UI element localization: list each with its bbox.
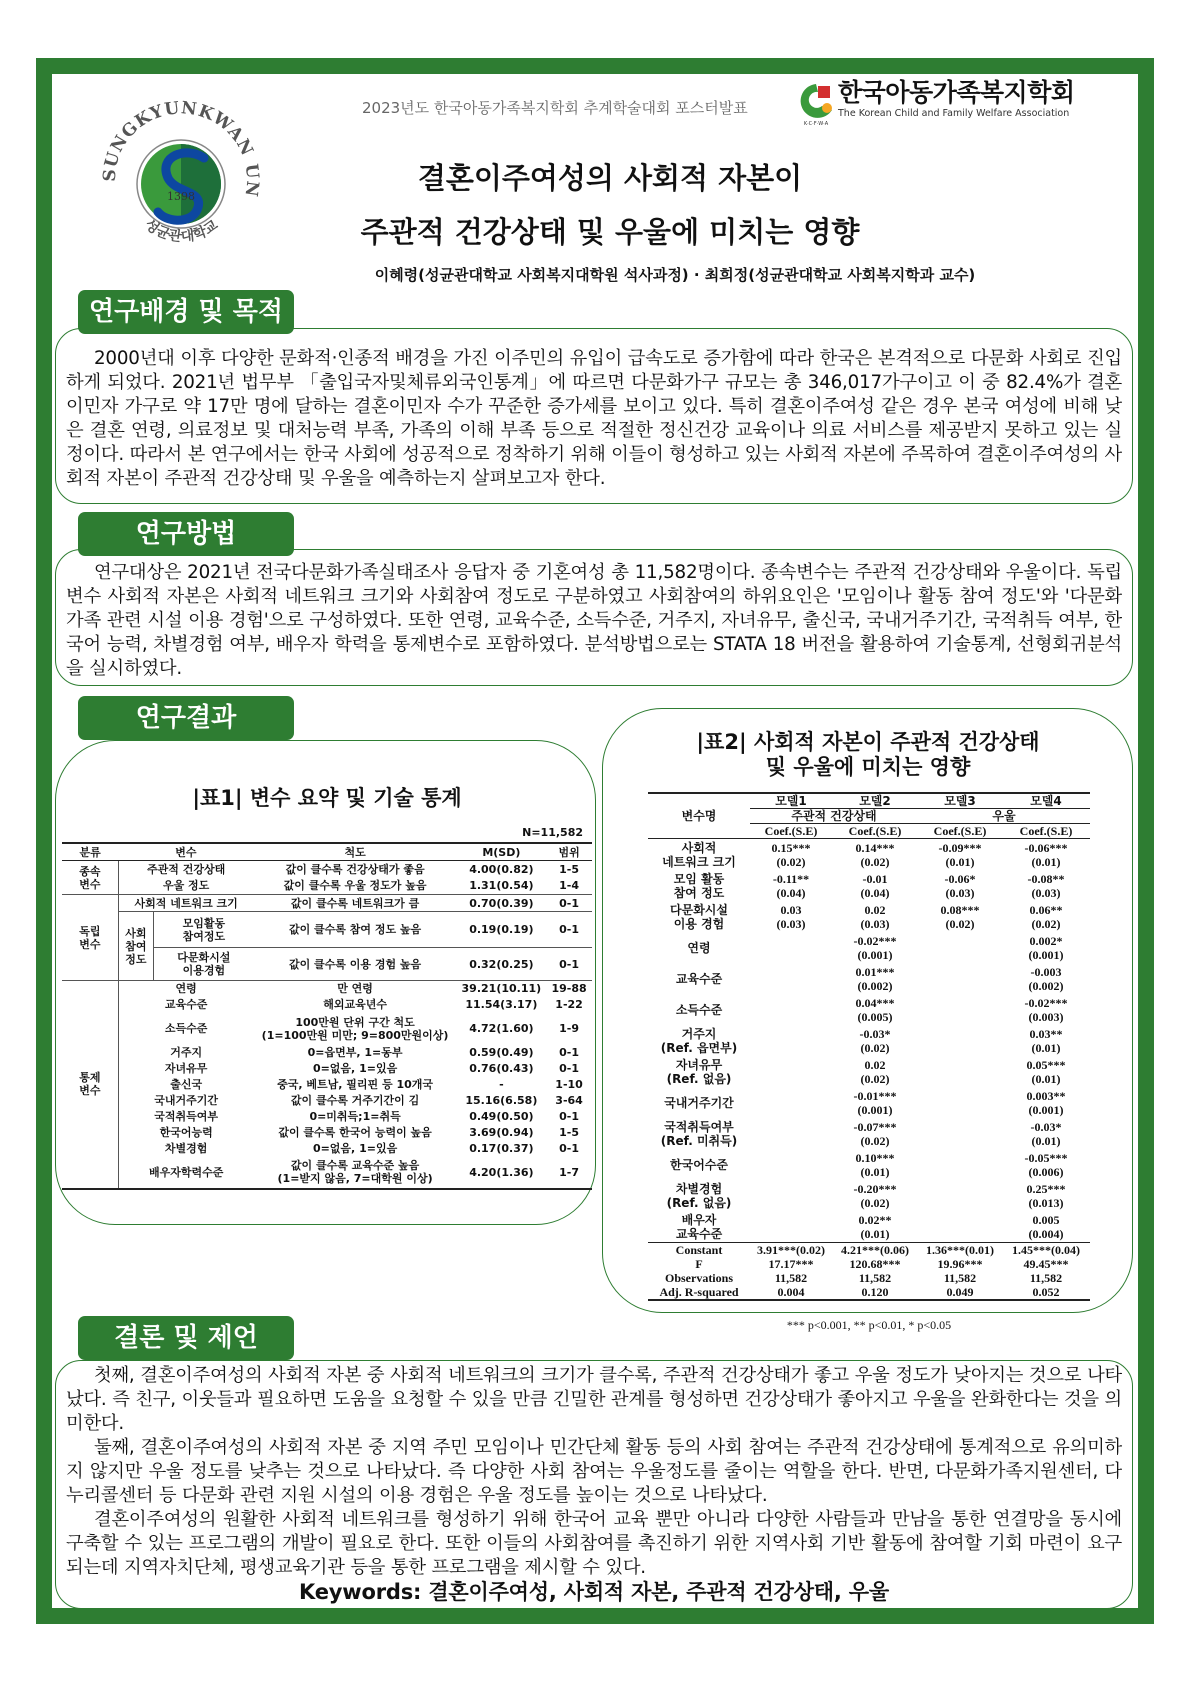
t2-cell: 0.005 (0.004) [1028,1212,1064,1241]
t2-outcome: 주관적 건강상태 [750,809,918,824]
t1-cell: 중국, 베트남, 필리핀 등 10개국 [277,1078,434,1091]
section-heading-background: 연구배경 및 목적 [78,290,294,334]
t1-header: 분류 [62,843,118,861]
t2-cell [918,1211,1002,1243]
t1-cell: 해외교육년수 [323,998,387,1011]
t1-cell: 값이 클수록 이용 경험 높음 [254,948,457,981]
t1-cell: 값이 클수록 참여 정도 높음 [254,912,457,948]
t2-cell [750,932,832,963]
background-box [55,328,1133,504]
t2-cell: 0.003** (0.001) [1026,1088,1066,1117]
t2-cell: -0.03* (0.01) [1030,1119,1062,1148]
association-name-en: The Korean Child and Family Welfare Association [838,108,1070,119]
t1-cell: 출신국 [170,1078,203,1091]
t1-header: M(SD) [457,843,547,861]
t2-cell: 0.14*** (0.02) [855,840,895,869]
t2-cell: -0.003 (0.002) [1028,964,1064,993]
t2-cell [918,963,1002,994]
t2-model: 모델1 [750,793,832,809]
t2-model: 모델2 [832,793,918,809]
conclusion-paragraph-2: 둘째, 결혼이주여성의 사회적 자본 중 지역 주민 모임이나 민간단체 활동 등의 사회 참여는 주관적 건강상태에 통계적으로 유의미하지 않지만 우울 정도를 낮추는 것으로 나타났다. 즉 다양한 사회 참여는 우울정도를 줄이는 역할을 한다. 반면, 다문화가족지원센터, 다누리콜센터 등 다문화 관련 지원 시설의 이용 경험은 우울 정도를 높이는 것으로 나타났다. [66,1437,1122,1506]
t1-cell: 0.59(0.49) [469,1046,534,1059]
t1-group-indep: 독립 변수 [62,895,118,981]
t2-row-label: 다문화시설 이용 경험 [670,902,728,931]
t1-cell: 3-64 [555,1094,583,1107]
t2-stat: 1.36***(0.01) [918,1243,1002,1258]
t1-cell: 0-1 [546,895,592,912]
t1-cell: 4.00(0.82) [469,862,534,876]
t2-cell: 0.06** (0.02) [1029,902,1063,931]
t1-cell: 0-1 [559,1062,579,1075]
t1-cell: 100만원 단위 구간 척도 (1=100만원 미만; 9=800만원이상) [261,1015,449,1042]
t1-cell: 4.20(1.36) [457,1157,547,1189]
t2-row [648,1025,1090,1056]
t2-row [648,932,1090,963]
t2-coef-label: Coef.(S.E) [832,824,918,839]
t1-cell: 0=없음, 1=있음 [312,1142,398,1155]
t2-stat-label: F [695,1257,703,1271]
keywords [66,1580,1122,1604]
t2-cell: -0.03* (0.02) [859,1026,891,1055]
t1-group-dep: 종속 변수 [62,861,118,895]
t2-cell: -0.02*** (0.001) [853,933,897,962]
t2-outcome: 우울 [918,809,1090,824]
t1-cell: - [499,1078,504,1091]
t2-cell: 0.25*** (0.013) [1026,1181,1066,1210]
t1-cell: 0-1 [559,1110,579,1123]
conclusion-paragraph-3: 결혼이주여성의 원활한 사회적 네트워크를 형성하기 위해 한국어 교육 뿐만 아니라 다양한 사람들과 만남을 통한 연결망을 동시에 구축할 수 있는 프로그램의 개발이 필요로 한다. 또한 이들의 사회참여를 촉진하기 위한 지역사회 기반 활동에 참여할 기회 마련이 요구되는데 지역자치단체, 평생교육기관 등을 통한 프로그램을 제시할 수 있다. [66,1509,1122,1578]
t2-row-label: 사회적 네트워크 크기 [662,840,736,869]
t2-row [648,1180,1090,1211]
t1-cell: 값이 클수록 교육수준 높음 (1=받지 않음, 7=대학원 이상) [254,1157,457,1189]
keywords-label: Keywords: [299,1580,422,1604]
t2-row-label: 차별경험 (Ref. 없음) [666,1181,732,1210]
t2-row [648,870,1090,901]
t2-row [648,1149,1090,1180]
t1-cell: 1-5 [559,1126,579,1139]
authors: 이혜령(성균관대학교 사회복지대학원 석사과정) · 최희정(성균관대학교 사회복지학과 교수) [374,266,976,284]
t1-cell: 1-4 [546,878,592,895]
t1-cell: 우울 정도 [118,878,253,895]
t2-cell: 0.03** (0.01) [1029,1026,1063,1055]
t1-cell: 소득수준 [164,1022,208,1035]
t2-cell: 0.02 (0.03) [860,902,890,931]
t2-row-label: 거주지 (Ref. 읍면부) [660,1026,738,1055]
t1-cell: 모임활동 참여정도 [154,912,254,948]
t2-row-label: 국내거주기간 [664,1095,734,1110]
t2-cell: -0.11** (0.04) [772,871,810,900]
conference-label: 2023년도 한국아동가족복지학회 추계학술대회 포스터발표 [362,99,748,117]
t2-stat: 17.17*** [768,1257,814,1271]
t2-stat-label: Adj. R-squared [648,1285,750,1300]
t2-row-label: 모임 활동 참여 정도 [673,871,725,900]
method-box [55,549,1133,686]
t1-cell: 0.19(0.19) [457,912,547,948]
table2-title-line1: |표2| 사회적 자본이 주관적 건강상태 [696,730,1040,754]
t1-cell: 1-10 [555,1078,583,1091]
t2-stat: 0.052 [1002,1285,1090,1300]
t2-cell: 0.02** (0.01) [858,1212,892,1241]
t1-cell: 0.32(0.25) [457,948,547,981]
t1-header: 변수 [118,843,253,861]
t2-row [648,839,1090,871]
t2-cell [750,1149,832,1180]
t1-cell: 차별경험 [164,1142,208,1155]
t2-model: 모델4 [1002,793,1090,809]
t1-cell: 0-1 [559,1046,579,1059]
t1-header: 범위 [546,843,592,861]
seal-kr: 성균관대학교 [141,216,222,246]
t2-cell: -0.02*** (0.003) [1024,995,1068,1024]
conclusion-box [55,1360,1133,1609]
t1-cell: 19-88 [551,982,587,996]
t2-cell [918,932,1002,963]
t2-row [648,994,1090,1025]
t2-cell: 0.08*** (0.02) [940,902,980,931]
t1-cell: 0-1 [546,912,592,948]
t2-cell: -0.01 (0.04) [860,871,890,900]
t2-cell: 0.04*** (0.005) [855,995,895,1024]
t2-stat: 4.21***(0.06) [832,1243,918,1258]
t1-cell: 배우자학력수준 [118,1157,253,1189]
t2-cell [918,1025,1002,1056]
t1-cell: 0=없음, 1=있음 [312,1062,398,1075]
t1-cell: 15.16(6.58) [465,1094,538,1107]
t2-row [648,1211,1090,1243]
t1-cell: 1-9 [559,1022,579,1035]
t2-row-label: 한국어수준 [670,1157,728,1172]
t2-cell [750,1087,832,1118]
t2-cell [918,994,1002,1025]
section-heading-method: 연구방법 [78,512,294,556]
t2-stat: 3.91***(0.02) [750,1243,832,1258]
t1-group-control: 통제 변수 [62,981,118,1189]
t2-cell [918,1149,1002,1180]
t1-cell: 11.54(3.17) [465,998,538,1011]
table1 [62,842,592,1190]
title-line-2: 주관적 건강상태 및 우울에 미치는 영향 [360,215,860,249]
t2-coef-label: Coef.(S.E) [1002,824,1090,839]
t2-cell [918,1180,1002,1211]
association-logo [796,80,836,126]
t1-cell: 0.76(0.43) [469,1062,534,1075]
t2-cell [918,1118,1002,1149]
t1-cell: 0=미취득;1=취득 [309,1110,401,1123]
t1-cell: 사회적 네트워크 크기 [118,895,253,912]
background-text: 2000년대 이후 다양한 문화적·인종적 배경을 가진 이주민의 유입이 급속도로 증가함에 따라 한국은 본격적으로 다문화 사회로 진입하게 되었다. 2021년 법무부 「출입국자및체류외국인통계」에 따르면 다문화가구 규모는 총 346,017가구이고 이 중 82.4%가 결혼이민자 가구로 약 17만 명에 달하는 결혼이민자 수가 꾸준한 증가세를 보이고 있다. 특히 결혼이주여성 같은 경우 본국 여성에 비해 낮은 결혼 연령, 의료정보 및 대처능력 부족, 가족의 이해 부족 등으로 적절한 정신건강 교육이나 의료 서비스를 제공받지 못하고 있는 실정이다. 따라서 본 연구에서는 한국 사회에 성공적으로 정착하기 위해 이들이 형성하고 있는 사회적 자본에 주목하여 결혼이주여성의 사회적 자본이 주관적 건강상태 및 우울을 예측하는지 살펴보고자 한다. [66,348,1122,489]
t2-cell: -0.06*** (0.01) [1024,840,1068,869]
t2-cell: 0.03 (0.03) [776,902,806,931]
t2-cell: 0.15*** (0.02) [771,840,811,869]
table2-title [608,730,1128,780]
t1-cell: 0-1 [559,1142,579,1155]
t1-cell: 4.72(1.60) [469,1022,534,1035]
t2-stat: 120.68*** [849,1257,901,1271]
t2-row [648,1118,1090,1149]
t2-cell: 0.002* (0.001) [1028,933,1064,962]
t2-stat: 11,582 [943,1271,977,1285]
t2-cell [750,1211,832,1243]
t2-row [648,1087,1090,1118]
t1-cell: 교육수준 [164,998,208,1011]
t2-cell [750,963,832,994]
t2-cell: -0.20*** (0.02) [853,1181,897,1210]
t1-cell: 3.69(0.94) [469,1126,534,1139]
t1-cell: 자녀유무 [164,1062,208,1075]
t1-cell: 1-5 [559,862,579,876]
t1-cell: 국내거주기간 [154,1094,219,1107]
t1-group-participation: 사회 참여 정도 [118,912,153,981]
t2-row-label: 자녀유무 (Ref. 없음) [666,1057,732,1086]
t1-cell: 연령 [175,982,197,996]
t1-header: 척도 [254,843,457,861]
t1-cell: 값이 클수록 건강상태가 좋음 [285,862,425,876]
t2-row-label: 국적취득여부 (Ref. 미취득) [660,1119,738,1148]
t2-coef-label: Coef.(S.E) [750,824,832,839]
t1-cell: 한국어능력 [159,1126,213,1139]
t2-cell: -0.07*** (0.02) [853,1119,897,1148]
table2-title-line2: 및 우울에 미치는 영향 [765,755,971,779]
table2 [648,792,1090,1301]
t2-stat-label: Constant [648,1243,750,1258]
t1-cell: 0.17(0.37) [469,1142,534,1155]
t2-col-label: 변수명 [648,793,750,839]
t2-cell [750,1118,832,1149]
t2-cell [750,994,832,1025]
seal-year: 1398 [167,190,195,203]
t1-cell: 다문화시설 이용경험 [154,948,254,981]
t2-stat: 0.049 [918,1285,1002,1300]
method-text: 연구대상은 2021년 전국다문화가족실태조사 응답자 중 기혼여성 총 11,582명이다. 종속변수는 주관적 건강상태와 우울이다. 독립변수 사회적 자본은 사회적 네트워크 크기와 사회참여 정도로 구분하였고 사회참여의 하위요인은 '모임이나 활동 참여 정도'와 '다문화가족 관련 시설 이용 경험'으로 구성하였다. 또한 연령, 교육수준, 소득수준, 거주지, 자녀유무, 출신국, 국내거주기간, 국적취득 여부, 한국어 능력, 차별경험 여부, 배우자 학력을 통제변수로 포함하였다. 분석방법으로는 STATA 18 버전을 활용하여 기술통계, 선형회귀분석을 실시하였다. [66,562,1122,679]
t2-cell: -0.06* (0.03) [944,871,976,900]
title-line-1: 결혼이주여성의 사회적 자본이 [417,161,803,195]
t1-cell: 1.31(0.54) [457,878,547,895]
t2-stat: 11,582 [858,1271,892,1285]
t2-stat: 11,582 [1029,1271,1063,1285]
association-abbr: K·C·F·W·A [803,121,829,126]
association-name [838,80,1075,119]
t1-cell: 1-7 [546,1157,592,1189]
t1-cell: 값이 클수록 한국어 능력이 높음 [278,1126,432,1139]
t2-row [648,1056,1090,1087]
t2-row-label: 소득수준 [675,1002,723,1017]
keywords-list: 결혼이주여성, 사회적 자본, 주관적 건강상태, 우울 [428,1580,889,1604]
t2-coef-label: Coef.(S.E) [918,824,1002,839]
t1-cell: 0-1 [546,948,592,981]
t1-cell: 0.49(0.50) [469,1110,534,1123]
t2-stat: 0.120 [832,1285,918,1300]
t2-cell [750,1025,832,1056]
t1-cell: 만 연령 [337,982,373,996]
t2-cell [750,1056,832,1087]
t2-cell: 0.01*** (0.002) [855,964,895,993]
t2-stat: 11,582 [774,1271,808,1285]
t1-cell: 값이 클수록 거주기간이 김 [290,1094,420,1107]
seal-text: SUNGKYUNKWAN UN [99,98,263,199]
section-heading-conclusion: 결론 및 제언 [78,1316,294,1360]
t2-stat: 19.96*** [937,1257,983,1271]
t2-cell: -0.08** (0.03) [1027,871,1065,900]
t1-cell: 39.21(10.11) [461,982,542,996]
t2-cell [918,1087,1002,1118]
t2-row [648,901,1090,932]
t2-cell: -0.01*** (0.001) [853,1088,897,1117]
t1-cell: 값이 클수록 우울 정도가 높음 [254,878,457,895]
t2-stat: 1.45***(0.04) [1002,1243,1090,1258]
table2-note: *** p<0.001, ** p<0.01, * p<0.05 [786,1318,952,1332]
t2-cell [750,1180,832,1211]
t2-stat: 0.004 [750,1285,832,1300]
t2-row-label: 연령 [687,940,711,955]
t2-row [648,963,1090,994]
t2-cell: -0.05*** (0.006) [1024,1150,1068,1179]
t2-cell: 0.10*** (0.01) [855,1150,895,1179]
table1-n: N=11,582 [522,826,583,839]
t1-cell: 0=읍면부, 1=동부 [307,1046,403,1059]
t1-cell: 거주지 [170,1046,203,1059]
t2-model: 모델3 [918,793,1002,809]
table1-title: |표1| 변수 요약 및 기술 통계 [192,786,462,810]
t2-row-label: 배우자 교육수준 [675,1212,723,1241]
t1-cell: 국적취득여부 [154,1110,219,1123]
section-heading-results: 연구결과 [78,696,294,740]
t2-cell: -0.09*** (0.01) [938,840,982,869]
association-name-kr: 한국아동가족복지학회 [838,78,1075,107]
conclusion-paragraph-1: 첫째, 결혼이주여성의 사회적 자본 중 사회적 네트워크의 크기가 클수록, 주관적 건강상태가 좋고 우울 정도가 낮아지는 것으로 나타났다. 즉 친구, 이웃들과 필요하면 도움을 요청할 수 있을 만큼 긴밀한 관계를 형성하면 건강상태가 좋아지고 우울을 완화한다는 것을 의미한다. [66,1365,1122,1434]
t2-stat: 49.45*** [1023,1257,1069,1271]
t1-cell: 1-22 [555,998,583,1011]
t2-cell [918,1056,1002,1087]
t1-cell: 값이 클수록 네트워크가 큼 [254,895,457,912]
t2-cell: 0.02 (0.02) [860,1057,890,1086]
t2-cell: 0.05*** (0.01) [1026,1057,1066,1086]
t1-cell: 0.70(0.39) [457,895,547,912]
t2-row-label: 교육수준 [675,971,723,986]
t2-stat-label: Observations [664,1271,733,1285]
t1-cell: 주관적 건강상태 [147,862,226,876]
